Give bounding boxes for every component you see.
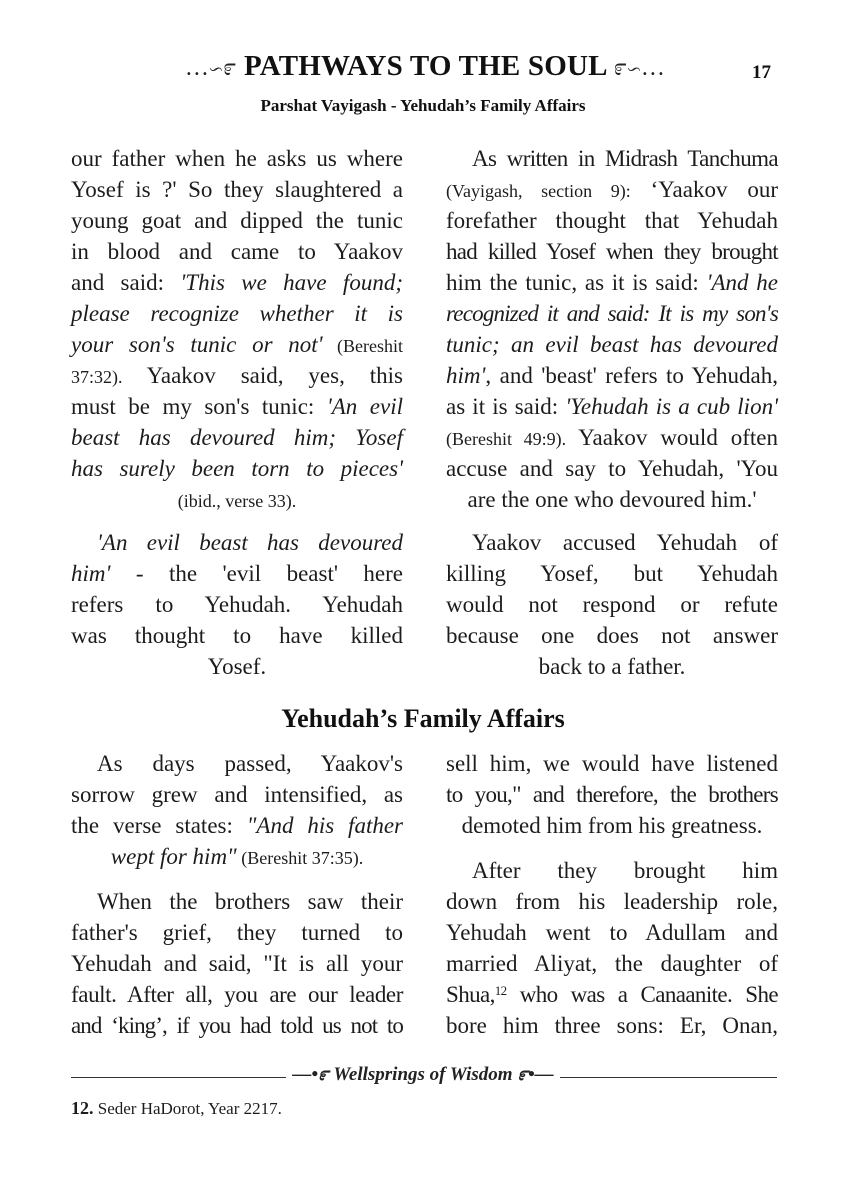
paragraph bbox=[446, 143, 778, 515]
text-line: refers to Yehudah. Yehudah bbox=[71, 592, 403, 617]
text-line: When the brothers saw their bbox=[97, 889, 403, 914]
lower-left-column bbox=[71, 748, 403, 1053]
citation: (ibid., verse 33). bbox=[177, 491, 297, 511]
paragraph bbox=[446, 855, 778, 1041]
text-line: sorrow grew and intensified, as bbox=[71, 782, 403, 807]
quote-run: please recognize whether it is bbox=[71, 301, 403, 326]
text-line bbox=[446, 360, 778, 391]
text-run: and said: bbox=[71, 270, 181, 295]
text-line: As days passed, Yaakov's bbox=[97, 751, 403, 776]
text-line: back to a father. bbox=[538, 654, 686, 679]
quote-run: beast has devoured him; Yosef bbox=[71, 425, 403, 450]
text-line bbox=[446, 329, 778, 360]
footer-banner bbox=[0, 1064, 846, 1086]
text-line bbox=[71, 329, 403, 360]
paragraph bbox=[71, 143, 403, 515]
quote-run: tunic; an evil beast has devoured bbox=[446, 332, 778, 357]
text-run: , and 'beast' refers to Yehudah, bbox=[485, 363, 778, 388]
footer-ornament-left-icon: —•೯ bbox=[292, 1064, 334, 1085]
text-line bbox=[71, 810, 403, 841]
text-line bbox=[446, 391, 778, 422]
citation: (Bereshit bbox=[322, 336, 403, 356]
text-line: was thought to have killed bbox=[71, 623, 403, 648]
running-header bbox=[130, 50, 720, 83]
text-line bbox=[446, 298, 778, 329]
text-run: Shua, bbox=[446, 982, 495, 1007]
paragraph bbox=[71, 886, 403, 1041]
quote-run: "And his father bbox=[246, 813, 403, 838]
text-line bbox=[71, 422, 403, 453]
ornament-right-icon: ೯∽… bbox=[613, 55, 666, 81]
text-line: father's grief, they turned to bbox=[71, 920, 403, 945]
footer-ornament-right-icon: ೯•— bbox=[512, 1064, 554, 1085]
text-line: down from his leadership role, bbox=[446, 889, 778, 914]
text-line: to you," and therefore, the brothers bbox=[446, 782, 778, 807]
text-run: Yaakov would often bbox=[566, 425, 778, 450]
upper-left-column bbox=[71, 143, 403, 694]
text-line bbox=[71, 391, 403, 422]
text-line: because one does not answer bbox=[446, 623, 778, 648]
text-line: After they brought him bbox=[472, 858, 778, 883]
quote-run: 'Yehudah is a cub lion' bbox=[565, 394, 778, 419]
footnote bbox=[71, 1098, 282, 1119]
chapter-subtitle: Parshat Vayigash - Yehudah’s Family Affairs bbox=[260, 96, 586, 115]
quote-run: has surely been torn to pieces' bbox=[71, 456, 403, 481]
quote-run: 'An evil beast has devoured bbox=[97, 530, 403, 555]
text-line bbox=[71, 484, 403, 515]
text-line: Yehudah and said, "It is all your bbox=[71, 951, 403, 976]
text-line bbox=[446, 979, 778, 1010]
text-line bbox=[71, 453, 403, 484]
text-line bbox=[446, 422, 778, 453]
text-line: Yosef is ?' So they slaughtered a bbox=[71, 177, 403, 202]
footer-title: Wellsprings of Wisdom bbox=[333, 1064, 513, 1085]
text-line: in blood and came to Yaakov bbox=[71, 239, 403, 264]
text-line: Yosef. bbox=[207, 654, 267, 679]
quote-run: recognized it and said: It is my son's bbox=[446, 301, 778, 326]
citation: 37:32). bbox=[71, 367, 123, 387]
text-run: him the tunic, as it is said: bbox=[446, 270, 707, 295]
upper-right-column bbox=[446, 143, 778, 694]
footnote-reference[interactable]: 12 bbox=[494, 983, 507, 998]
text-line: young goat and dipped the tunic bbox=[71, 208, 403, 233]
paragraph bbox=[446, 748, 778, 841]
text-line bbox=[71, 841, 403, 872]
text-line: would not respond or refute bbox=[446, 592, 778, 617]
quote-run: wept for him" bbox=[110, 844, 237, 869]
text-line: Yaakov accused Yehudah of bbox=[472, 530, 778, 555]
lower-right-column bbox=[446, 748, 778, 1053]
text-line bbox=[71, 267, 403, 298]
text-line: killing Yosef, but Yehudah bbox=[446, 561, 778, 586]
quote-run: him' bbox=[446, 363, 486, 388]
citation: (Bereshit 49:9). bbox=[446, 429, 567, 449]
text-line: fault. After all, you are our leader bbox=[71, 982, 403, 1007]
text-line: demoted him from his greatness. bbox=[461, 813, 763, 838]
quote-run: him' bbox=[71, 561, 111, 586]
paragraph bbox=[71, 527, 403, 682]
quote-run: your son's tunic or not' bbox=[71, 332, 323, 357]
text-line: had killed Yosef when they brought bbox=[446, 239, 778, 264]
text-run: who was a Canaanite. She bbox=[506, 982, 778, 1007]
citation: (Bereshit 37:35). bbox=[236, 848, 364, 868]
text-line: and ‘king’, if you had told us not to bbox=[71, 1013, 403, 1038]
footnote-number: 12. bbox=[71, 1098, 94, 1118]
section-heading: Yehudah’s Family Affairs bbox=[281, 704, 565, 733]
book-title: PATHWAYS TO THE SOUL bbox=[243, 50, 607, 82]
text-line: Yehudah went to Adullam and bbox=[446, 920, 778, 945]
quote-run: 'This we have found; bbox=[180, 270, 403, 295]
text-line: married Aliyat, the daughter of bbox=[446, 951, 778, 976]
text-line: sell him, we would have listened bbox=[446, 751, 778, 776]
text-line bbox=[446, 267, 778, 298]
quote-run: 'An evil bbox=[326, 394, 403, 419]
text-line: our father when he asks us where bbox=[71, 146, 403, 171]
text-line: bore him three sons: Er, Onan, bbox=[446, 1013, 778, 1038]
footnote-text: Seder HaDorot, Year 2217. bbox=[93, 1099, 282, 1118]
text-run: the verse states: bbox=[71, 813, 247, 838]
text-line bbox=[446, 174, 778, 205]
text-run: ‘Yaakov our bbox=[630, 177, 779, 202]
text-line: are the one who devoured him.' bbox=[467, 487, 757, 512]
text-line bbox=[71, 527, 403, 558]
text-line: accuse and say to Yehudah, 'You bbox=[446, 456, 778, 481]
citation: (Vayigash, section 9): bbox=[446, 181, 631, 201]
text-line bbox=[71, 298, 403, 329]
text-line bbox=[71, 360, 403, 391]
page-number: 17 bbox=[752, 62, 771, 83]
text-run: - the 'evil beast' here bbox=[110, 561, 403, 586]
paragraph bbox=[446, 527, 778, 682]
text-run: Yaakov said, yes, this bbox=[122, 363, 403, 388]
text-line: As written in Midrash Tanchuma bbox=[472, 146, 778, 171]
text-line bbox=[71, 558, 403, 589]
ornament-left-icon: …∽೯ bbox=[184, 55, 237, 81]
quote-run: 'And he bbox=[706, 270, 778, 295]
paragraph bbox=[71, 748, 403, 872]
text-run: as it is said: bbox=[446, 394, 566, 419]
text-line: forefather thought that Yehudah bbox=[446, 208, 778, 233]
text-run: must be my son's tunic: bbox=[71, 394, 327, 419]
